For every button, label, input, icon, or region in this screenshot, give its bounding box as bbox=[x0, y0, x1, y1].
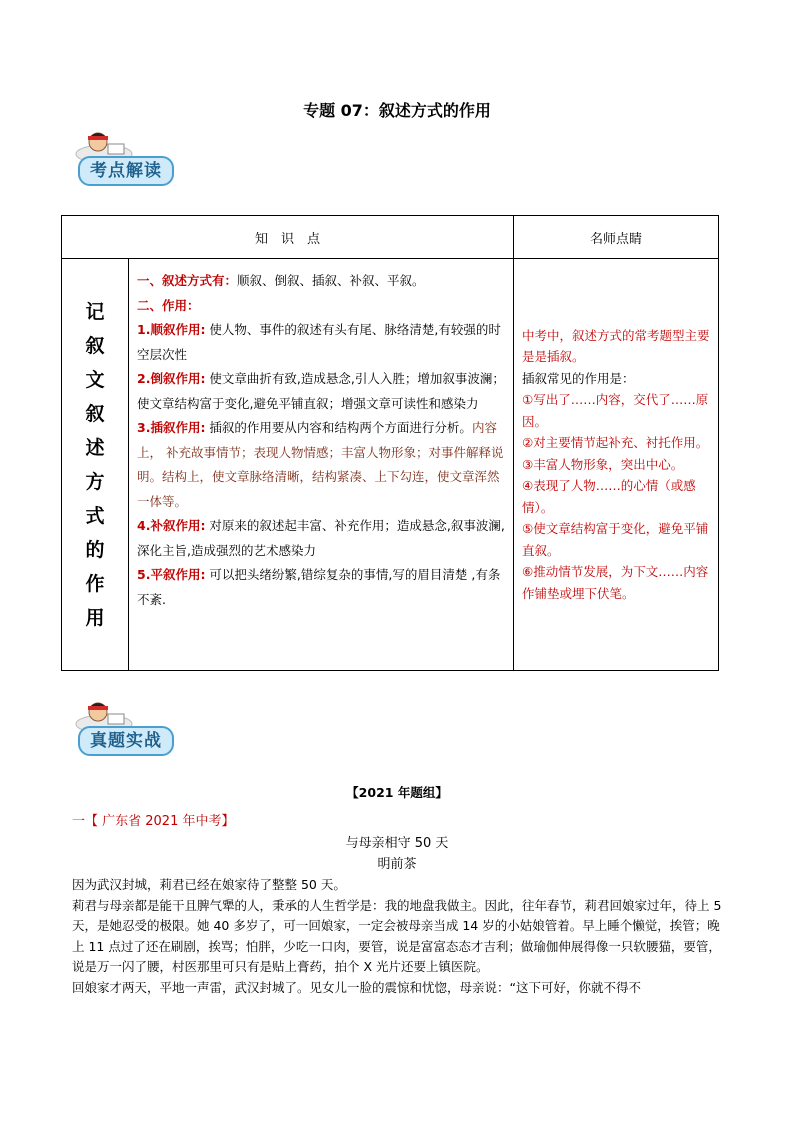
paragraph: 莉君与母亲都是能干且脾气犟的人，秉承的人生哲学是：我的地盘我做主。因此，往年春节，莉君回娘家过年，待上 5 天，是她忍受的极限。她 40 多岁了，可一回娘家，一定会被母亲当成 14 岁的小姑娘管着。早上睡个懒觉，挨管；晚上 11 点过了还在刷剧，挨骂；怕胖，少吃一口肉，要管，说是富富态态才吉利；做瑜伽伸展得像一只软腰猫，要管，说是万一闪了腰，村医那里可只有是贴上膏药，拍个 X 光片还要上镇医院。 bbox=[72, 897, 722, 974]
article-author: 明前茶 bbox=[377, 857, 417, 872]
column-header-tips: 名师点睛 bbox=[514, 216, 719, 259]
item-buxu: 4.补叙作用: 对原来的叙述起丰富、补充作用；造成悬念,叙事波澜,深化主旨,造成强烈的艺术感染力 bbox=[137, 518, 505, 558]
banner-label: 真题实战 bbox=[78, 726, 174, 756]
page-title: 专题 07：叙述方式的作用 bbox=[303, 101, 491, 120]
paragraph: 回娘家才两天，平地一声雷，武汉封城了。见女儿一脸的震惊和忧惚，母亲说：“这下可好，你就不得不 bbox=[72, 979, 641, 995]
knowledge-content bbox=[129, 259, 514, 671]
item-pingxu: 5.平叙作用: 可以把头绪纷繁,错综复杂的事情,写的眉目清楚 ,有条不紊. bbox=[137, 567, 501, 607]
section-banner-zhenti bbox=[70, 698, 180, 758]
item-chaxu: 3.插叙作用: 插叙的作用要从内容和结构两个方面进行分析。内容上， 补充故事情节；表现人物情感；丰富人物形象；对事件解释说明。结构上，使文章脉络清晰，结构紧凑、上下勾连，使文章浑然一体等。 bbox=[137, 420, 504, 509]
section-banner-kaodian bbox=[70, 128, 180, 188]
question-source: 一【 广东省 2021 年中考】 bbox=[72, 814, 235, 829]
year-group-heading: 【2021 年题组】 bbox=[346, 785, 448, 800]
item-types: 一、叙述方式有：顺叙、倒叙、插叙、补叙、平叙。 bbox=[137, 273, 425, 288]
knowledge-table bbox=[61, 215, 719, 671]
item-shunxu: 1.顺叙作用: 使人物、事件的叙述有头有尾、脉络清楚,有较强的时空层次性 bbox=[137, 322, 501, 362]
article-body bbox=[72, 875, 728, 998]
article-title: 与母亲相守 50 天 bbox=[345, 836, 449, 851]
column-header-knowledge: 知 识 点 bbox=[62, 216, 514, 259]
banner-label: 考点解读 bbox=[78, 156, 174, 186]
paragraph: 因为武汉封城，莉君已经在娘家待了整整 50 天。 bbox=[72, 877, 346, 892]
teacher-tips: 中考中，叙述方式的常考题型主要是是插叙。 插叙常见的作用是： ①写出了……内容，交代了……原因。 ②对主要情节起补充、衬托作用。 ③丰富人物形象，突出中心。 ④表现了人物……的心情（或感情）。 ⑤使文章结构富于变化，避免平铺直叙。 ⑥推动情节发展，为下文……内容作铺垫或埋下伏笔。 bbox=[514, 259, 719, 671]
item-daoxu: 2.倒叙作用: 使文章曲折有致,造成悬念,引人入胜；增加叙事波澜；使文章结构富于变化,避免平铺直叙；增强文章可读性和感染力 bbox=[137, 371, 505, 411]
item-effects-heading: 二、作用： bbox=[137, 297, 200, 313]
side-label: 记 叙 文 叙 述 方 式 的 作 用 bbox=[62, 259, 129, 671]
